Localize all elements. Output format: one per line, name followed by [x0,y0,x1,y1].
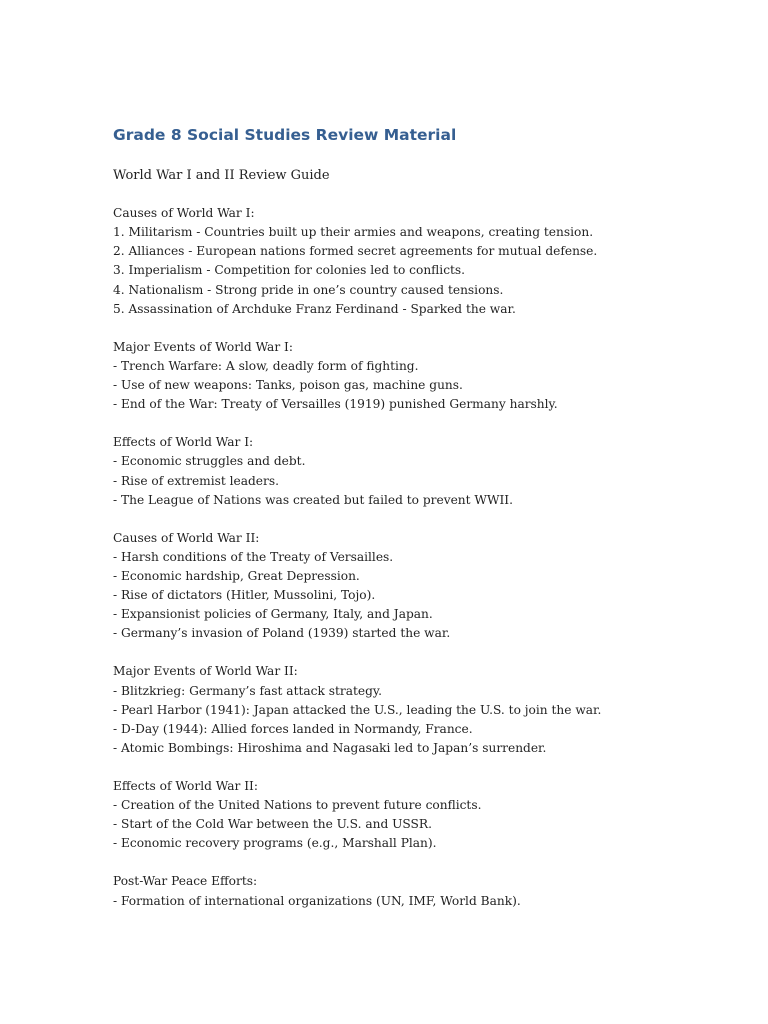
list-item: - End of the War: Treaty of Versailles (1919) punished Germany harshly. [113,397,558,412]
section-heading: Causes of World War II: [113,530,260,545]
document-page [113,124,733,930]
list-item: - Rise of dictators (Hitler, Mussolini, Tojo). [113,588,376,603]
section-effects-wwii [113,777,733,853]
list-item: - The League of Nations was created but failed to prevent WWII. [113,492,513,507]
section-effects-wwi [113,433,733,509]
list-item: 5. Assassination of Archduke Franz Ferdinand - Sparked the war. [113,301,516,316]
list-item: 4. Nationalism - Strong pride in one’s country caused tensions. [113,282,504,297]
document-subtitle: World War I and II Review Guide [113,168,330,183]
list-item: - Trench Warfare: A slow, deadly form of fighting. [113,358,419,373]
section-causes-wwii [113,529,733,644]
list-item: - Economic recovery programs (e.g., Marshall Plan). [113,836,437,851]
section-heading: Effects of World War I: [113,435,254,450]
section-heading: Causes of World War I: [113,206,255,221]
list-item: 1. Militarism - Countries built up their armies and weapons, creating tension. [113,225,594,240]
section-heading: Major Events of World War II: [113,664,298,679]
section-heading: Effects of World War II: [113,779,258,793]
list-item: - Economic struggles and debt. [113,454,306,469]
list-item: - Expansionist policies of Germany, Italy, and Japan. [113,607,433,622]
document-title: Grade 8 Social Studies Review Material [113,126,457,144]
section-events-wwi [113,338,733,414]
list-item: - Rise of extremist leaders. [113,473,279,488]
list-item: - Blitzkrieg: Germany’s fast attack strategy. [113,683,383,698]
list-item: - Formation of international organizations (UN, IMF, World Bank). [113,893,521,908]
section-events-wwii [113,662,733,757]
list-item: - Atomic Bombings: Hiroshima and Nagasaki led to Japan’s surrender. [113,740,547,755]
section-heading: Major Events of World War I: [113,339,293,354]
list-item: 2. Alliances - European nations formed secret agreements for mutual defense. [113,244,598,259]
list-item: - Germany’s invasion of Poland (1939) started the war. [113,626,451,641]
list-item: - D-Day (1944): Allied forces landed in Normandy, France. [113,721,473,736]
list-item: - Start of the Cold War between the U.S. and USSR. [113,817,432,832]
list-item: - Use of new weapons: Tanks, poison gas, machine guns. [113,378,463,393]
list-item: - Creation of the United Nations to prevent future conflicts. [113,798,482,813]
section-causes-wwi [113,204,733,319]
section-post-war-peace [113,872,733,910]
section-heading: Post-War Peace Efforts: [113,874,258,889]
list-item: - Economic hardship, Great Depression. [113,568,360,583]
list-item: - Pearl Harbor (1941): Japan attacked the U.S., leading the U.S. to join the war. [113,702,602,717]
list-item: 3. Imperialism - Competition for colonies led to conflicts. [113,263,466,278]
list-item: - Harsh conditions of the Treaty of Versailles. [113,549,394,564]
